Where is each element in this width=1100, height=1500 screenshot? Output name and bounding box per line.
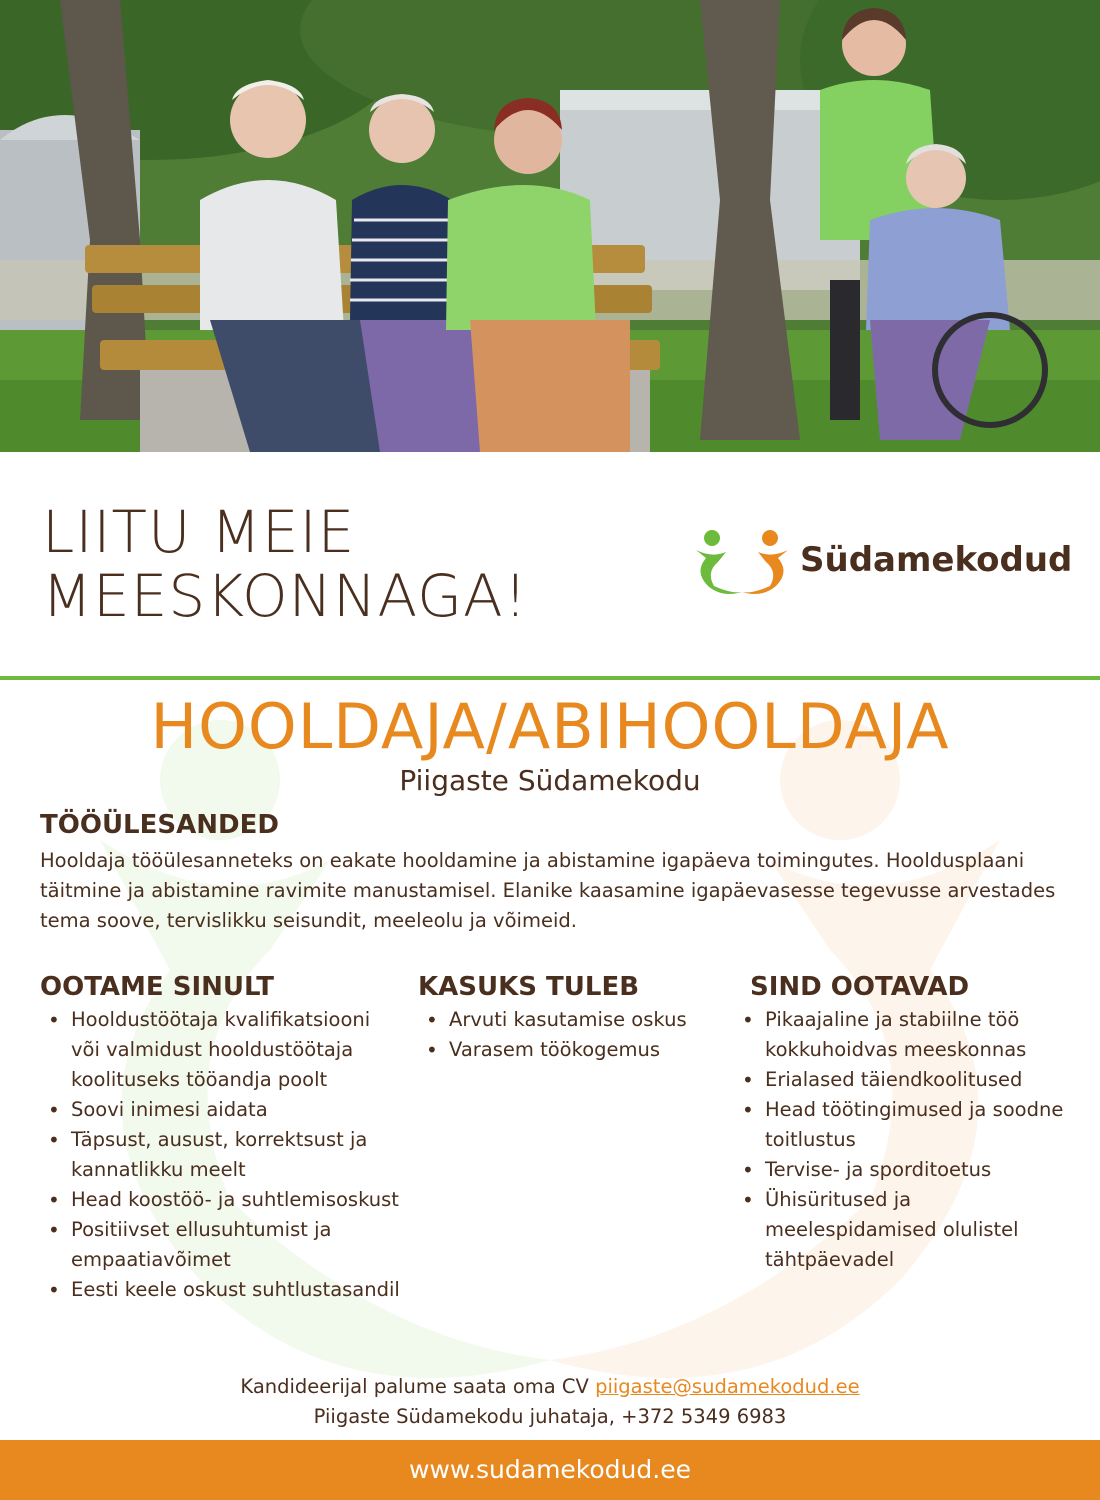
job-location: Piigaste Südamekodu [399,764,701,797]
list-item: • Pikaajaline ja stabiilne töö kokkuhoidvas meeskonnas [734,1005,1064,1065]
hero-photo [0,0,1100,452]
section-divider [0,676,1100,680]
advantages-list [418,1005,718,1065]
benefits-heading: SIND OOTAVAD [750,972,970,1002]
requirements-list [40,1005,400,1305]
duties-heading: TÖÖÜLESANDED [40,810,279,840]
page-headline [42,500,528,628]
contact-line-2: Piigaste Südamekodu juhataja, +372 5349 6983 [313,1405,787,1428]
heart-people-logo-icon [692,528,792,598]
list-item: • Arvuti kasutamise oskus [418,1005,718,1035]
list-item: • Head koostöö- ja suhtlemisoskust [40,1185,400,1215]
list-item: • Positiivset ellusuhtumist ja empaatiavõimet [40,1215,400,1275]
list-item: • Erialased täiendkoolitused [734,1065,1064,1095]
headline-line-1: LIITU MEIE [42,498,356,566]
list-item: • Täpsust, ausust, korrektsust ja kannatlikku meelt [40,1125,400,1185]
requirements-heading: OOTAME SINULT [40,972,274,1002]
list-item: • Head töötingimused ja soodne toitlustus [734,1095,1064,1155]
list-item: • Tervise- ja sporditoetus [734,1155,1064,1185]
headline-line-2: MEESKONNAGA! [42,562,528,630]
list-item: • Eesti keele oskust suhtlustasandil [40,1275,400,1305]
logo-wordmark: Südamekodud [800,540,1073,580]
list-item: • Varasem töökogemus [418,1035,718,1065]
footer-bar [0,1440,1100,1500]
contact-line-1 [0,1372,1100,1402]
job-title: HOOLDAJA/ABIHOOLDAJA [150,690,950,763]
benefits-list [734,1005,1064,1275]
list-item: • Soovi inimesi aidata [40,1095,400,1125]
list-item: • Hooldustöötaja kvalifikatsiooni või valmidust hooldustöötaja koolituseks tööandja poolt [40,1005,400,1095]
website-link[interactable]: www.sudamekodud.ee [409,1455,691,1484]
brand-logo [692,528,1073,598]
list-item: • Ühisüritused ja meelespidamised olulistel tähtpäevadel [734,1185,1064,1275]
contact-prefix: Kandideerijal palume saata oma CV [240,1375,589,1398]
advantages-heading: KASUKS TULEB [418,972,640,1002]
duties-text: Hooldaja tööülesanneteks on eakate hooldamine ja abistamine igapäeva toimingutes. Hooldusplaani täitmine ja abistamine ravimite manustamisel. Elanike kaasamine igapäevasesse tegevusse arvestades tema soove, tervislikku seisundit, meeleolu ja võimeid. [40,849,1056,932]
contact-block [0,1372,1100,1432]
email-link[interactable]: piigaste@sudamekodud.ee [595,1375,860,1398]
